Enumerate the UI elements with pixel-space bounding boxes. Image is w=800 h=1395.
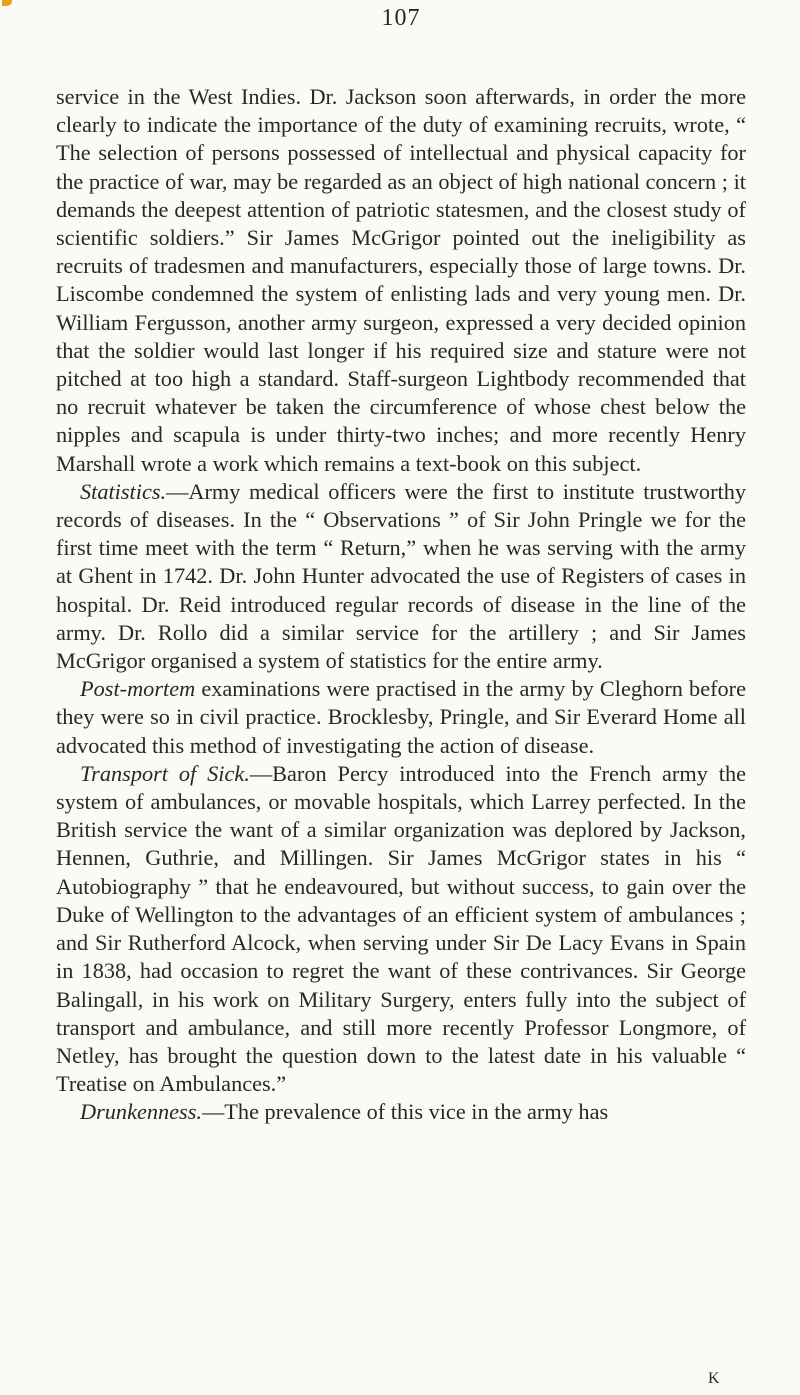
paragraph-statistics	[56, 478, 746, 675]
paragraph-text: —Baron Percy introduced into the French army the system of ambulances, or movable hospitals, which Larrey perfected. In the British service the want of a similar organization was deplored by Jackson, Hennen, Guthrie, and Millingen. Sir James McGrigor states in his “ Autobiography ” that he endeavoured, but without success, to gain over the Duke of Wellington to the advantages of an efficient system of ambulances ; and Sir Rutherford Alcock, when serving under Sir De Lacy Evans in Spain in 1838, had occasion to regret the want of these contrivances. Sir George Balingall, in his work on Military Surgery, enters fully into the subject of transport and ambulance, and still more recently Professor Longmore, of Netley, has brought the question down to the latest date in his valuable “ Treatise on Ambulances.”	[56, 760, 746, 1097]
paragraph-text: service in the West Indies. Dr. Jackson soon afterwards, in order the more clearly to indicate the importance of the duty of examining recruits, wrote, “ The selection of persons possessed of intellectual and physical capacity for the practice of war, may be regarded as an object of high national concern ; it demands the deepest attention of patriotic statesmen, and the closest study of scientific soldiers.” Sir James McGrigor pointed out the ineligibility as recruits of tradesmen and manufacturers, especially those of large towns. Dr. Liscombe condemned the system of enlisting lads and very young men. Dr. William Fergusson, another army surgeon, expressed a very decided opinion that the soldier would last longer if his required size and stature were not pitched at too high a standard. Staff-surgeon Lightbody recommended that no recruit whatever be taken the circumference of whose chest below the nipples and scapula is under thirty-two inches; and more recently Henry Marshall wrote a work which remains a text-book on this subject.	[56, 84, 746, 476]
section-heading-post-mortem: Post-mortem	[80, 676, 196, 702]
section-heading-transport-of-sick: Transport of Sick.	[80, 760, 250, 786]
paragraph-recruits	[56, 83, 746, 478]
corner-mark	[2, 0, 12, 6]
paragraph-text: —Army medical officers were the first to institute trustworthy records of diseases. In the “ Observations ” of Sir John Pringle we for the first time meet with the term “ Return,” when he was serving with the army at Ghent in 1742. Dr. John Hunter advocated the use of Registers of cases in hospital. Dr. Reid introduced regular records of disease in the line of the army. Dr. Rollo did a similar service for the artillery ; and Sir James McGrigor organised a system of statistics for the entire army.	[56, 478, 746, 674]
book-page	[56, 0, 746, 1395]
paragraph-drunkenness	[56, 1098, 746, 1126]
paragraph-transport-of-sick	[56, 760, 746, 1098]
body-text	[56, 83, 746, 1127]
section-heading-drunkenness: Drunkenness.	[80, 1099, 202, 1125]
paragraph-post-mortem	[56, 675, 746, 760]
page-number: 107	[381, 5, 421, 31]
paragraph-text: —The prevalence of this vice in the army has	[202, 1099, 609, 1125]
signature-mark: K	[708, 1370, 721, 1387]
paragraph-text: examinations were practised in the army by Cleghorn before they were so in civil practice. Brocklesby, Pringle, and Sir Everard Home all advocated this method of investigating the action of disease.	[56, 676, 746, 758]
section-heading-statistics: Statistics.	[80, 478, 167, 504]
